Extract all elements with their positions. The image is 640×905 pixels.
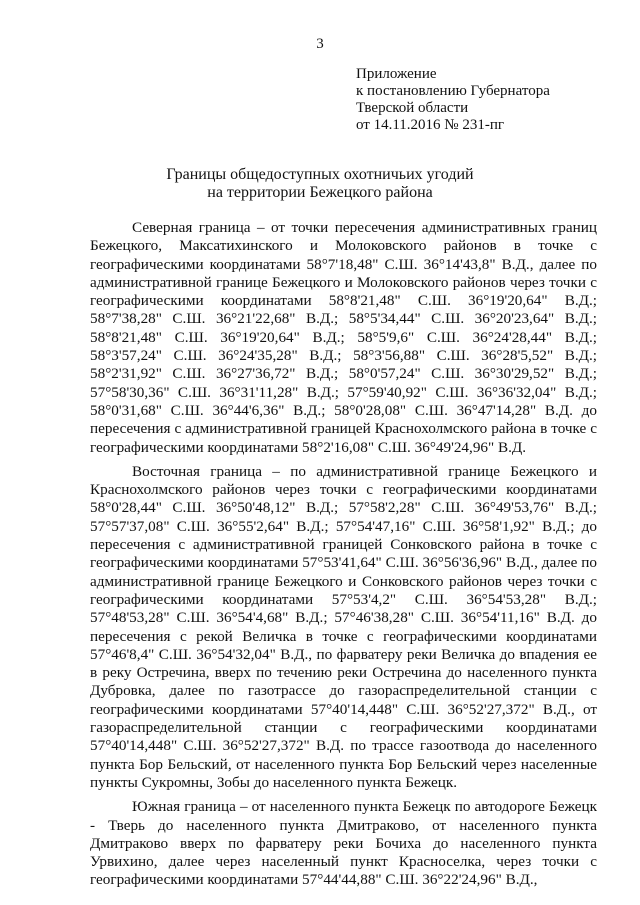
paragraph-northern-border: Северная граница – от точки пересечения административных границ Бежецкого, Максатихинского и Молоковского районов в точке с географическими координатами 58°7'18,48" С.Ш. 36°14'43,8" В.Д., далее по административной границе Бежецкого и Молоковского районов через точки с географическими координатами 58°8'21,48" С.Ш. 36°19'20,64" В.Д.; 58°7'38,28" С.Ш. 36°21'22,68" В.Д.; 58°5'34,44" С.Ш. 36°20'23,64" В.Д.; 58°8'21,48" С.Ш. 36°19'20,64" В.Д.; 58°5'9,6" С.Ш. 36°24'28,44" В.Д.; 58°3'57,24" С.Ш. 36°24'35,28" В.Д.; 58°3'56,88" С.Ш. 36°28'5,52" В.Д.; 58°2'31,92" С.Ш. 36°27'36,72" В.Д.; 58°0'57,24" С.Ш. 36°30'29,52" В.Д.; 57°58'30,36" С.Ш. 36°31'11,28" В.Д.; 57°59'40,92" С.Ш. 36°36'32,04" В.Д.; 58°0'31,68" С.Ш. 36°44'6,36" В.Д.; 58°0'28,08" С.Ш. 36°47'14,28" В.Д. до пересечения с административной границей Краснохолмского района в точке с географическими координатами 58°2'16,08" С.Ш. 36°49'24,96" В.Д. (90, 219, 597, 456)
appendix-header (356, 66, 550, 134)
appendix-line: от 14.11.2016 № 231-пг (356, 117, 505, 133)
page-number: 3 (316, 36, 324, 52)
paragraph-eastern-border: Восточная граница – по административной границе Бежецкого и Краснохолмского районов через точки с географическими координатами 58°0'28,44" С.Ш. 36°50'48,12" В.Д.; 57°58'2,28" С.Ш. 36°49'53,76" В.Д.; 57°57'37,08" С.Ш. 36°55'2,64" В.Д.; 57°54'47,16" С.Ш. 36°58'1,92" В.Д.; до пересечения с административной границей Сонковского района в точке с географическими координатами 57°53'41,64" С.Ш. 36°56'36,96" В.Д., далее по административной границе Бежецкого и Сонковского районов через точки с географическими координатами 57°53'4,2" С.Ш. 36°54'53,28" В.Д.; 57°48'53,28" С.Ш. 36°54'4,68" В.Д.; 57°46'38,28" С.Ш. 36°54'11,16" В.Д. до пересечения с рекой Величка в точке с географическими координатами 57°46'8,4" С.Ш. 36°54'32,04" В.Д., по фарватеру реки Величка до впадения ее в реку Остречина, вверх по течению реки Остречина до населенного пункта Дубровка, далее по газотрассе до газораспределительной станции с географическими координатами 57°40'14,448" С.Ш. 36°52'27,372" В.Д., от газораспределительной станции с географическими координатами 57°40'14,448" С.Ш. 36°52'27,372" В.Д. по трассе газоотвода до населенного пункта Бор Бельский, от населенного пункта Бор Бельский через населенные пункты Сукромны, Зобы до населенного пункта Бежецк. (90, 462, 597, 791)
appendix-line: к постановлению Губернатора (356, 83, 550, 99)
document-title (0, 166, 640, 202)
appendix-line: Тверской области (356, 100, 469, 116)
appendix-line: Приложение (356, 66, 437, 82)
title-line: на территории Бежецкого района (207, 184, 433, 201)
paragraph-southern-border: Южная граница – от населенного пункта Бежецк по автодороге Бежецк - Тверь до населенного пункта Дмитраково, от населенного пункта Дмитраково вверх по фарватеру реки Бочиха до населенного пункта Урвихино, далее через населенный пункт Красноселка, через точки с географическими координатами 57°44'44,88" С.Ш. 36°22'24,96" В.Д., (90, 798, 597, 889)
document-body (90, 219, 597, 896)
title-line: Границы общедоступных охотничьих угодий (166, 166, 474, 183)
